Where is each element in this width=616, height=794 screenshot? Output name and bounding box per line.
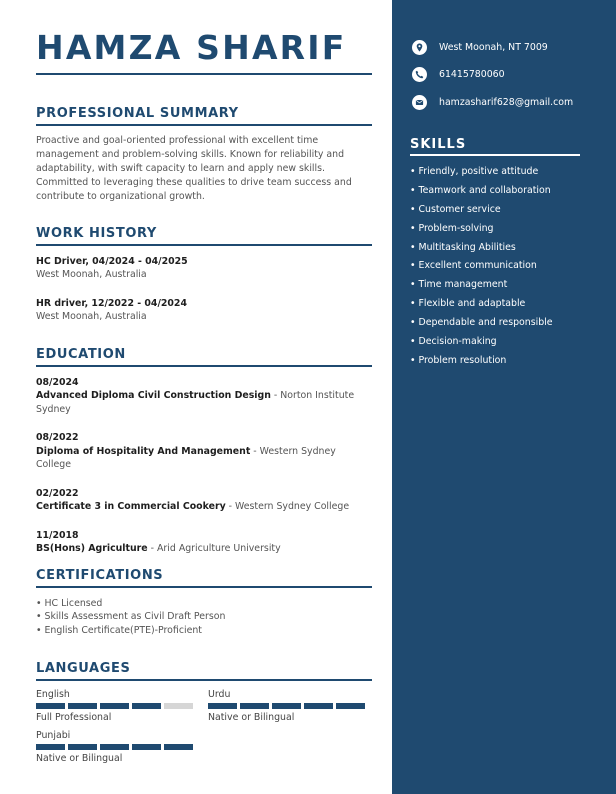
language-name: Punjabi xyxy=(36,730,71,741)
education-entry xyxy=(36,431,372,472)
skills-divider xyxy=(410,154,580,156)
language-level: Full Professional xyxy=(36,712,112,723)
education-degree: Advanced Diploma Civil Construction Design xyxy=(36,390,271,401)
job-location: West Moonah, Australia xyxy=(36,311,147,322)
education-date: 11/2018 xyxy=(36,529,79,541)
language-level: Native or Bilingual xyxy=(208,712,295,723)
language-name: English xyxy=(36,689,70,700)
skill-item: • Excellent communication xyxy=(410,260,537,272)
education-degree: BS(Hons) Agriculture xyxy=(36,543,148,554)
skill-item: • Decision-making xyxy=(410,336,497,348)
summary-divider xyxy=(36,124,372,126)
candidate-name: HAMZA SHARIF xyxy=(36,28,347,67)
rating-bar-filled xyxy=(100,744,129,750)
rating-bar-filled xyxy=(68,744,97,750)
skills-list xyxy=(410,165,553,373)
rating-bar-filled xyxy=(164,744,193,750)
rating-bar-filled xyxy=(100,703,129,709)
education-divider xyxy=(36,365,372,367)
work-section xyxy=(36,225,372,324)
rating-bar-filled xyxy=(132,744,161,750)
certifications-list xyxy=(36,597,372,638)
job-role: HC Driver xyxy=(36,255,86,267)
certification-item: • Skills Assessment as Civil Draft Person xyxy=(36,611,226,622)
certifications-title: CERTIFICATIONS xyxy=(36,568,164,583)
education-school: - Western Sydney College xyxy=(36,445,336,470)
language-level: Native or Bilingual xyxy=(36,753,123,764)
rating-bar-filled xyxy=(304,703,333,709)
language-name: Urdu xyxy=(208,689,231,700)
language-rating xyxy=(208,703,365,709)
skill-item: • Dependable and responsible xyxy=(410,317,553,329)
job-dates: , 12/2022 - 04/2024 xyxy=(84,297,187,309)
skill-item: • Problem resolution xyxy=(410,354,507,366)
rating-bar-filled xyxy=(36,744,65,750)
job-location: West Moonah, Australia xyxy=(36,269,147,280)
rating-bar-filled xyxy=(336,703,365,709)
summary-text: Proactive and goal-oriented professional with excellent time management and problem-solving skills. Known for reliability and adaptability, with swift capacity to learn and apply new skills. Committed to leveraging these qualities to drive team success and contribute to organizational growth. xyxy=(36,134,352,202)
skill-item: • Time management xyxy=(410,279,508,291)
summary-title: PROFESSIONAL SUMMARY xyxy=(36,106,239,121)
skill-item: • Teamwork and collaboration xyxy=(410,184,551,196)
work-divider xyxy=(36,244,372,246)
language-english xyxy=(36,688,193,724)
language-rating xyxy=(36,744,193,750)
contact-location xyxy=(412,40,548,55)
education-entry xyxy=(36,376,372,417)
summary-section xyxy=(36,105,372,204)
languages-title: LANGUAGES xyxy=(36,661,131,676)
certifications-section xyxy=(36,567,372,637)
education-entry xyxy=(36,487,372,514)
certification-item: • HC Licensed xyxy=(36,597,103,609)
skill-item: • Friendly, positive attitude xyxy=(410,166,539,177)
language-urdu xyxy=(208,688,365,724)
email-text[interactable]: hamzasharif628@gmail.com xyxy=(439,97,574,108)
work-entry xyxy=(36,255,372,282)
work-entry xyxy=(36,297,372,324)
skill-item: • Problem-solving xyxy=(410,222,494,234)
skill-item: • Flexible and adaptable xyxy=(410,298,526,310)
language-rating xyxy=(36,703,193,709)
rating-bar-empty xyxy=(164,703,193,709)
location-text: West Moonah, NT 7009 xyxy=(439,42,548,53)
rating-bar-filled xyxy=(36,703,65,709)
skill-item: • Multitasking Abilities xyxy=(410,241,516,253)
education-date: 08/2022 xyxy=(36,432,79,443)
education-school: - Norton Institute Sydney xyxy=(36,390,355,415)
email-icon xyxy=(412,95,427,110)
sidebar xyxy=(392,0,616,794)
rating-bar-filled xyxy=(272,703,301,709)
education-date: 02/2022 xyxy=(36,487,79,499)
rating-bar-filled xyxy=(68,703,97,709)
language-punjabi xyxy=(36,729,193,765)
education-date: 08/2024 xyxy=(36,376,79,388)
languages-divider xyxy=(36,679,372,681)
education-degree: Certificate 3 in Commercial Cookery xyxy=(36,501,226,512)
skills-title: SKILLS xyxy=(410,137,467,152)
education-degree: Diploma of Hospitality And Management xyxy=(36,445,251,457)
location-pin-icon xyxy=(412,40,427,55)
name-divider xyxy=(36,73,372,75)
rating-bar-filled xyxy=(240,703,269,709)
job-role: HR driver xyxy=(36,297,85,309)
phone-icon xyxy=(412,67,427,82)
job-dates: , 04/2024 - 04/2025 xyxy=(85,255,188,267)
education-school: - Western Sydney College xyxy=(225,501,350,512)
phone-text[interactable]: 61415780060 xyxy=(439,69,505,80)
skill-item: • Customer service xyxy=(410,203,501,215)
work-title: WORK HISTORY xyxy=(36,226,157,241)
contact-email xyxy=(412,95,573,110)
contact-phone xyxy=(412,67,505,82)
education-school: - Arid Agriculture University xyxy=(147,543,281,554)
education-entry xyxy=(36,529,372,556)
education-section xyxy=(36,346,372,556)
rating-bar-filled xyxy=(208,703,237,709)
education-title: EDUCATION xyxy=(36,347,126,362)
rating-bar-filled xyxy=(132,703,161,709)
certification-item: • English Certificate(PTE)-Proficient xyxy=(36,624,202,636)
certifications-divider xyxy=(36,586,372,588)
languages-section xyxy=(36,660,372,681)
